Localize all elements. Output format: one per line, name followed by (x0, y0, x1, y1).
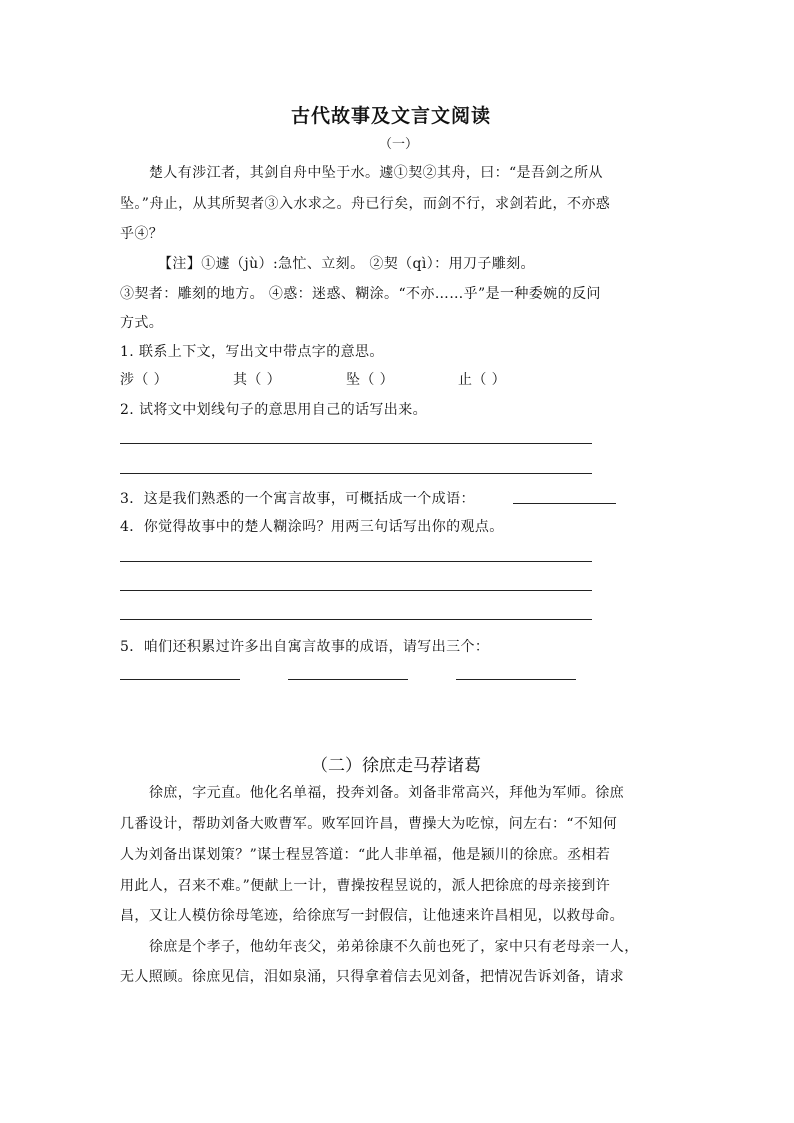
idiom-answer-line[interactable] (513, 503, 616, 504)
story-line: 徐庶，字元直。他化名单福，投奔刘备。刘备非常高兴，拜他为军师。徐庶 (149, 785, 625, 801)
passage-line: 楚人有涉江者，其剑自舟中坠于水。遽①契②其舟，曰：“是吾剑之所从 (149, 165, 603, 181)
q1-blank-item[interactable]: 坠（ ） (346, 372, 395, 388)
q1-blank-item[interactable]: 涉（ ） (120, 372, 169, 388)
note-line: ③契者：雕刻的地方。 ④惑：迷惑、糊涂。“不亦……乎”是一种委婉的反问 (120, 286, 601, 302)
answer-line[interactable] (120, 590, 592, 591)
idiom-answer-line[interactable] (120, 679, 240, 680)
note-line: 【注】①遽（jù）:急忙、立刻。 ②契（qì）：用刀子雕刻。 (158, 256, 535, 272)
question-4: 4．你觉得故事中的楚人糊涂吗？用两三句话写出你的观点。 (120, 519, 504, 535)
story-line: 无人照顾。徐庶见信，泪如泉涌，只得拿着信去见刘备，把情况告诉刘备，请求 (120, 969, 624, 985)
story-line: 几番设计，帮助刘备大败曹军。败军回许昌，曹操大为吃惊，问左右：“不知何 (120, 816, 618, 832)
note-line: 方式。 (120, 315, 164, 331)
question-3: 3．这是我们熟悉的一个寓言故事，可概括成一个成语： (120, 491, 475, 507)
idiom-answer-line[interactable] (288, 679, 408, 680)
page-title: 古代故事及文言文阅读 (291, 105, 492, 127)
answer-line[interactable] (120, 473, 592, 474)
section-number: （一） (379, 137, 419, 152)
answer-line[interactable] (120, 443, 592, 444)
story-line: 用此人，召来不难。”便献上一计，曹操按程昱说的，派人把徐庶的母亲接到许 (120, 878, 611, 894)
question-2: 2. 试将文中划线句子的意思用自己的话写出来。 (120, 402, 428, 418)
story-line: 徐庶是个孝子，他幼年丧父，弟弟徐康不久前也死了，家中只有老母亲一人， (149, 939, 639, 955)
q1-blank-item[interactable]: 止（ ） (458, 372, 507, 388)
idiom-answer-line[interactable] (456, 679, 576, 680)
section-2-title: （二）徐庶走马荐诸葛 (311, 756, 481, 776)
answer-line[interactable] (120, 561, 592, 562)
passage-line: 坠。”舟止，从其所契者③入水求之。舟已行矣，而剑不行，求剑若此，不亦惑 (120, 196, 611, 212)
question-1: 1. 联系上下文，写出文中带点字的意思。 (120, 344, 384, 360)
answer-line[interactable] (120, 619, 592, 620)
story-line: 昌，又让人模仿徐母笔迹，给徐庶写一封假信，让他速来许昌相见，以救母命。 (120, 908, 624, 924)
q1-blank-item[interactable]: 其（ ） (233, 372, 282, 388)
question-5: 5．咱们还积累过许多出自寓言故事的成语，请写出三个： (120, 639, 490, 655)
passage-line: 乎④？ (120, 226, 164, 242)
story-line: 人为刘备出谋划策？”谋士程昱答道：“此人非单福，他是颍川的徐庶。丞相若 (120, 847, 611, 863)
